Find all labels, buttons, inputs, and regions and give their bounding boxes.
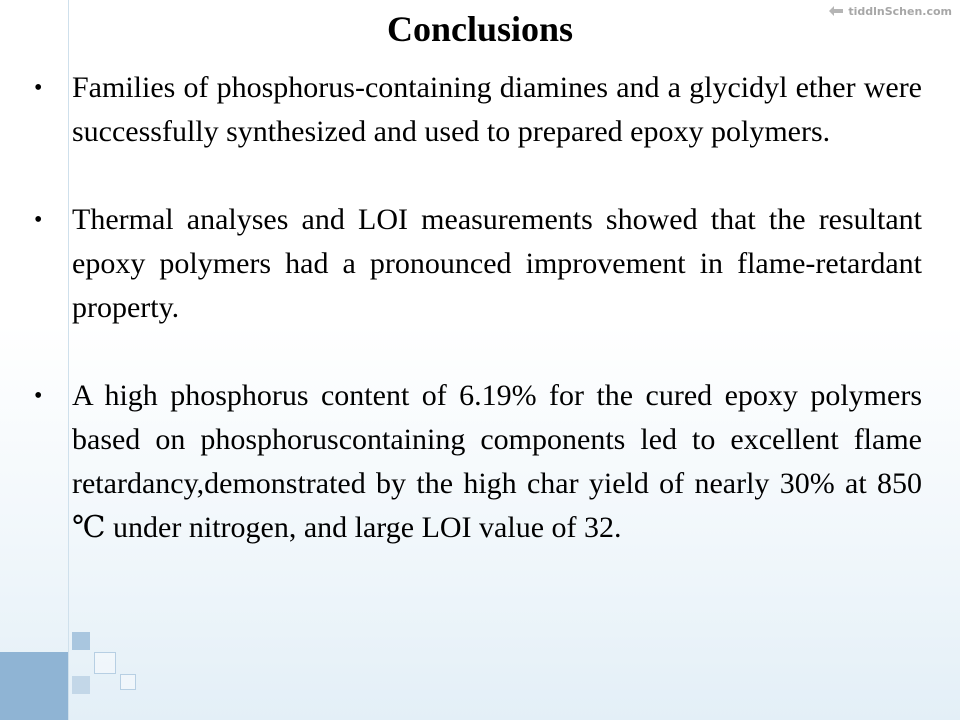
watermark-text: tiddlnSchen.com <box>848 4 952 18</box>
decor-square-outline <box>120 674 136 690</box>
bullet-item <box>34 198 922 330</box>
bullet-text: Thermal analyses and LOI measurements showed that the resultant epoxy polymers had a pronounced improvement in flame-retardant property. <box>72 203 922 324</box>
bullet-item <box>34 66 922 154</box>
decor-square-outline <box>94 652 116 674</box>
bullet-marker: • <box>34 383 43 409</box>
decor-square-small <box>72 676 90 694</box>
bullet-marker: • <box>34 207 43 233</box>
bullet-text: Families of phosphorus-containing diamines and a glycidyl ether were successfully synthesized and used to prepared epoxy polymers. <box>72 71 922 148</box>
slide-title: Conclusions <box>386 9 574 49</box>
decor-square-large <box>0 652 68 720</box>
bullet-item <box>34 374 922 550</box>
decor-square-small <box>72 632 90 650</box>
bullet-list <box>34 66 922 550</box>
bullet-marker: • <box>34 75 43 101</box>
bullet-text: A high phosphorus content of 6.19% for the cured epoxy polymers based on phosphoruscontaining components led to excellent flame retardancy,demonstrated by the high char yield of nearly 30% at 850 ℃ under nitrogen, and large LOI value of 32. <box>72 379 922 544</box>
